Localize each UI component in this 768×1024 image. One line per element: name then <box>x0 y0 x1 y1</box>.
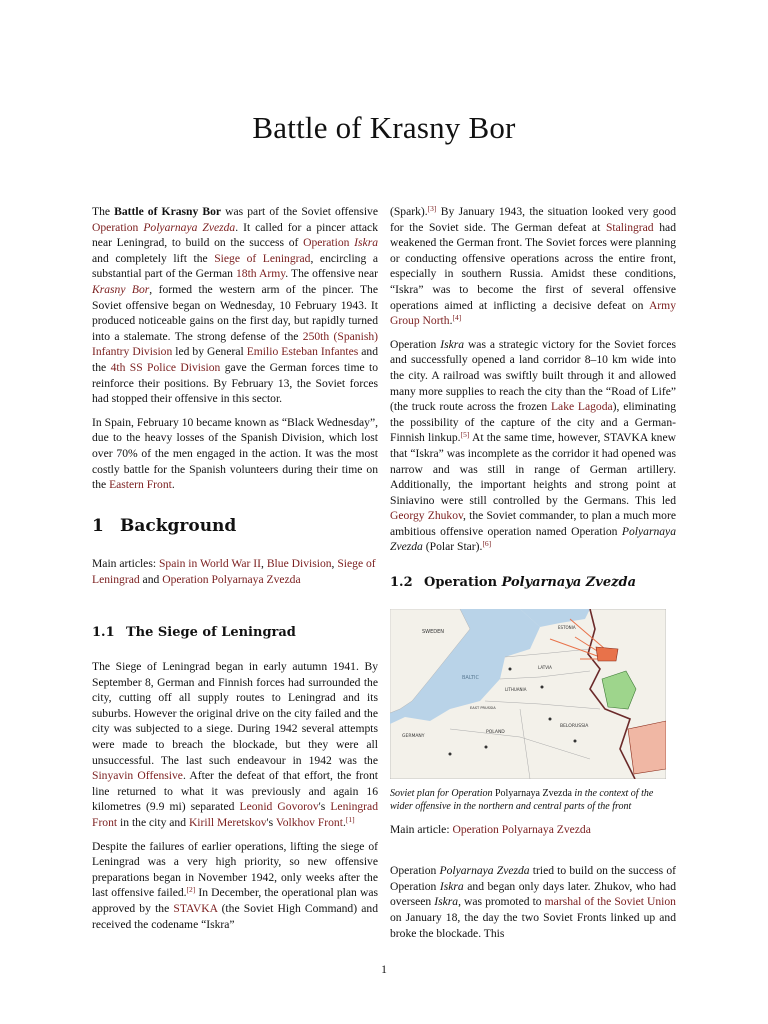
main-article-label: Main article: <box>390 822 453 836</box>
section-number: 1 <box>92 515 104 536</box>
article-subject: Battle of Krasny Bor <box>114 205 222 218</box>
main-articles-label: Main articles: <box>92 557 159 571</box>
map-label-germany: GERMANY <box>402 733 425 739</box>
text: . It called for a pincer attack near Leningrad, to build on the success of <box>92 220 378 250</box>
subsection-number: 1.2 <box>390 575 413 591</box>
text: In Spain, February 10 became known as “Black Wednesday”, due to the heavy losses of the Spanish Division, which lost over 70% of the men engaged in the action. It was the most costly battle for the Spanish volunteers during their time on the <box>92 415 378 492</box>
reference-2[interactable]: [2] <box>186 885 196 895</box>
link-stavka[interactable]: STAVKA <box>173 901 218 915</box>
main-articles-note: Main articles: Spain in World War II, Blue Division, Siege of Leningrad and Operation Polyarnaya Zvezda <box>92 557 376 586</box>
section-heading-background <box>92 515 378 536</box>
link-operation-polyarnaya-zvezda-3[interactable]: Operation Polyarnaya Zvezda <box>452 822 591 836</box>
link-blue-division[interactable]: Blue Division <box>266 557 332 571</box>
siege-paragraph-1: The Siege of Leningrad began in early autumn 1941. By September 8, German and Finnish forces had surrounded the city, cutting off all supply routes to Leningrad and its suburbs. However the original drive on the city failed and the city was subjected to a siege. During 1942 several attempts were made to breach the blockade, but they were all unsuccessful. The last such endeavour in 1942 was the Sinyavin Offensive. After the defeat of that effort, the front line returned to what it was previously and again 16 kilometres (9.9 mi) separated Leonid Govorov's Leningrad Front in the city and Kirill Meretskov's Volkhov Front.[1] <box>92 660 378 829</box>
iskra-paragraph-2: Operation Iskra was a strategic victory for the Soviet forces and successfully opened a land corridor 8–10 km wide into the city. A railroad was swiftly built through it and allowed many more supplies to reach the city than the “Road of Life” (the truck route across the frozen Lake Lagoda), eliminating the possibility of the capture of the city and a German-Finnish linkup.[5] At the same time, however, STAVKA knew that “Iskra” was incomplete as the corridor it had opened was narrow and was still in range of German artillery. Additionally, the important heights and strong point at Siniavino were still controlled by the Germans. This led Georgy Zhukov, the Soviet commander, to plan a much more ambitious offensive operation named Operation Polyarnaya Zvezda (Polar Star).[6] <box>390 337 676 554</box>
link-18th-army[interactable]: 18th Army <box>235 267 286 281</box>
text: . <box>171 478 175 492</box>
text: and the <box>92 345 378 374</box>
map-label-poland: POLAND <box>486 729 505 735</box>
link-eastern-front[interactable]: Eastern Front <box>109 478 172 492</box>
reference-4[interactable]: [4] <box>452 313 462 323</box>
link-operation-polyarnaya-zvezda[interactable]: Operation Polyarnaya Zvezda <box>92 220 236 234</box>
iskra-paragraph-1: (Spark).[3] By January 1943, the situation looked very good for the Soviet side. The German defeat at Stalingrad had weakened the German front. The Soviet forces were planning or conducting offensive operations across the entire front, especially in southern Russia. Amidst these conditions, “Iskra” was to become the first of several offensive operations aimed at inflicting a decisive defeat on Army Group North.[4] <box>390 204 677 328</box>
intro-paragraph-1 <box>92 204 378 407</box>
soviet-plan-map[interactable] <box>390 609 666 779</box>
link-volkhov-front[interactable]: Volkhov Front <box>275 816 343 829</box>
map-graphic <box>390 609 666 779</box>
page-title: Battle of Krasny Bor <box>252 110 516 145</box>
text: gave the German forces time to reinforce their positions. By February 13, the Soviet forces had stopped their offensive in this sector. <box>92 360 379 406</box>
link-army-group-north[interactable]: Army Group North <box>390 298 676 328</box>
text: was part of the Soviet offensive <box>221 205 378 218</box>
map-label-sweden: SWEDEN <box>422 628 445 635</box>
page-number: 1 <box>381 963 387 976</box>
map-label-east-prussia: EAST PRUSSIA <box>470 705 496 710</box>
reference-5[interactable]: [5] <box>460 430 470 440</box>
link-spain-in-wwii[interactable]: Spain in World War II <box>158 557 262 571</box>
link-4th-ss-police-division[interactable]: 4th SS Police Division <box>110 360 221 374</box>
text: , encircling a substantial part of the German <box>92 251 378 281</box>
reference-3[interactable]: [3] <box>427 204 437 213</box>
polyarnaya-paragraph-1: Operation Polyarnaya Zvezda tried to build on the success of Operation Iskra and began only days later. Zhukov, who had overseen Iskra, was promoted to marshal of the Soviet Union on January 18, the day the two Soviet Fronts linked up and broke the blockade. This <box>390 864 676 940</box>
section-title: Background <box>120 515 237 536</box>
text: and completely lift the <box>92 251 215 265</box>
left-column <box>92 204 378 940</box>
text: The <box>92 205 115 218</box>
reference-6[interactable]: [6] <box>482 539 492 549</box>
map-label-belorussia: BELORUSSIA <box>560 723 589 729</box>
right-column <box>390 204 676 949</box>
siege-paragraph-2: Despite the failures of earlier operations, lifting the siege of Leningrad was a very high priority, so new offensive preparations began in November 1942, only weeks after the last offensive failed.[2] In December, the operational plan was approved by the STAVKA (the Soviet High Command) and received the codename “Iskra” <box>92 839 378 931</box>
link-operation-polyarnaya-zvezda-2[interactable]: Operation Polyarnaya Zvezda <box>162 572 301 586</box>
main-article-note <box>390 822 676 838</box>
subsection-number: 1.1 <box>92 625 115 641</box>
map-label-lithuania: LITHUANIA <box>505 686 527 692</box>
map-label-latvia: LATVIA <box>538 664 552 670</box>
link-sinyavin-offensive[interactable]: Sinyavin Offensive <box>92 769 183 783</box>
link-siege-of-leningrad[interactable]: Siege of Leningrad <box>214 251 311 265</box>
link-leningrad-front[interactable]: Leningrad Front <box>92 800 378 829</box>
map-label-estonia: ESTONIA <box>558 624 576 630</box>
text: led by General <box>172 345 247 359</box>
subsection-heading-polyarnaya-zvezda: 1.2 Operation Polyarnaya Zvezda <box>390 575 637 591</box>
map-caption: Soviet plan for Operation Polyarnaya Zvezda in the context of the wider offensive in the northern and central parts of the front <box>390 787 654 813</box>
link-kirill-meretskov[interactable]: Kirill Meretskov <box>188 816 267 829</box>
subsection-title: The Siege of Leningrad <box>126 625 296 641</box>
link-operation-iskra[interactable]: Operation Iskra <box>303 236 378 250</box>
reference-1[interactable]: [1] <box>345 815 355 824</box>
text: , formed the western arm of the pincer. The Soviet offensive began on Wednesday, 10 February 1943. It produced noticeable gains on the first day, but rapidly turned into a stalemate. The strong defense of the <box>92 282 378 343</box>
link-stalingrad[interactable]: Stalingrad <box>605 220 654 234</box>
map-label-baltic: BALTIC <box>462 674 479 681</box>
subsection-heading-siege <box>92 625 378 641</box>
link-250th-infantry-division[interactable]: 250th (Spanish) Infantry Division <box>92 329 378 359</box>
link-lake-lagoda[interactable]: Lake Lagoda <box>550 400 613 414</box>
text: . The offensive near <box>285 267 378 281</box>
link-leonid-govorov[interactable]: Leonid Govorov <box>239 800 319 814</box>
link-marshal-of-the-soviet-union[interactable]: marshal of the Soviet Union <box>544 895 676 909</box>
link-krasny-bor[interactable]: Krasny Bor <box>92 282 150 296</box>
intro-paragraph-2 <box>92 415 378 493</box>
link-georgy-zhukov[interactable]: Georgy Zhukov <box>390 509 464 523</box>
link-siege-of-leningrad-2[interactable]: Siege of Leningrad <box>92 557 376 586</box>
link-emilio-esteban-infantes[interactable]: Emilio Esteban Infantes <box>246 345 359 359</box>
